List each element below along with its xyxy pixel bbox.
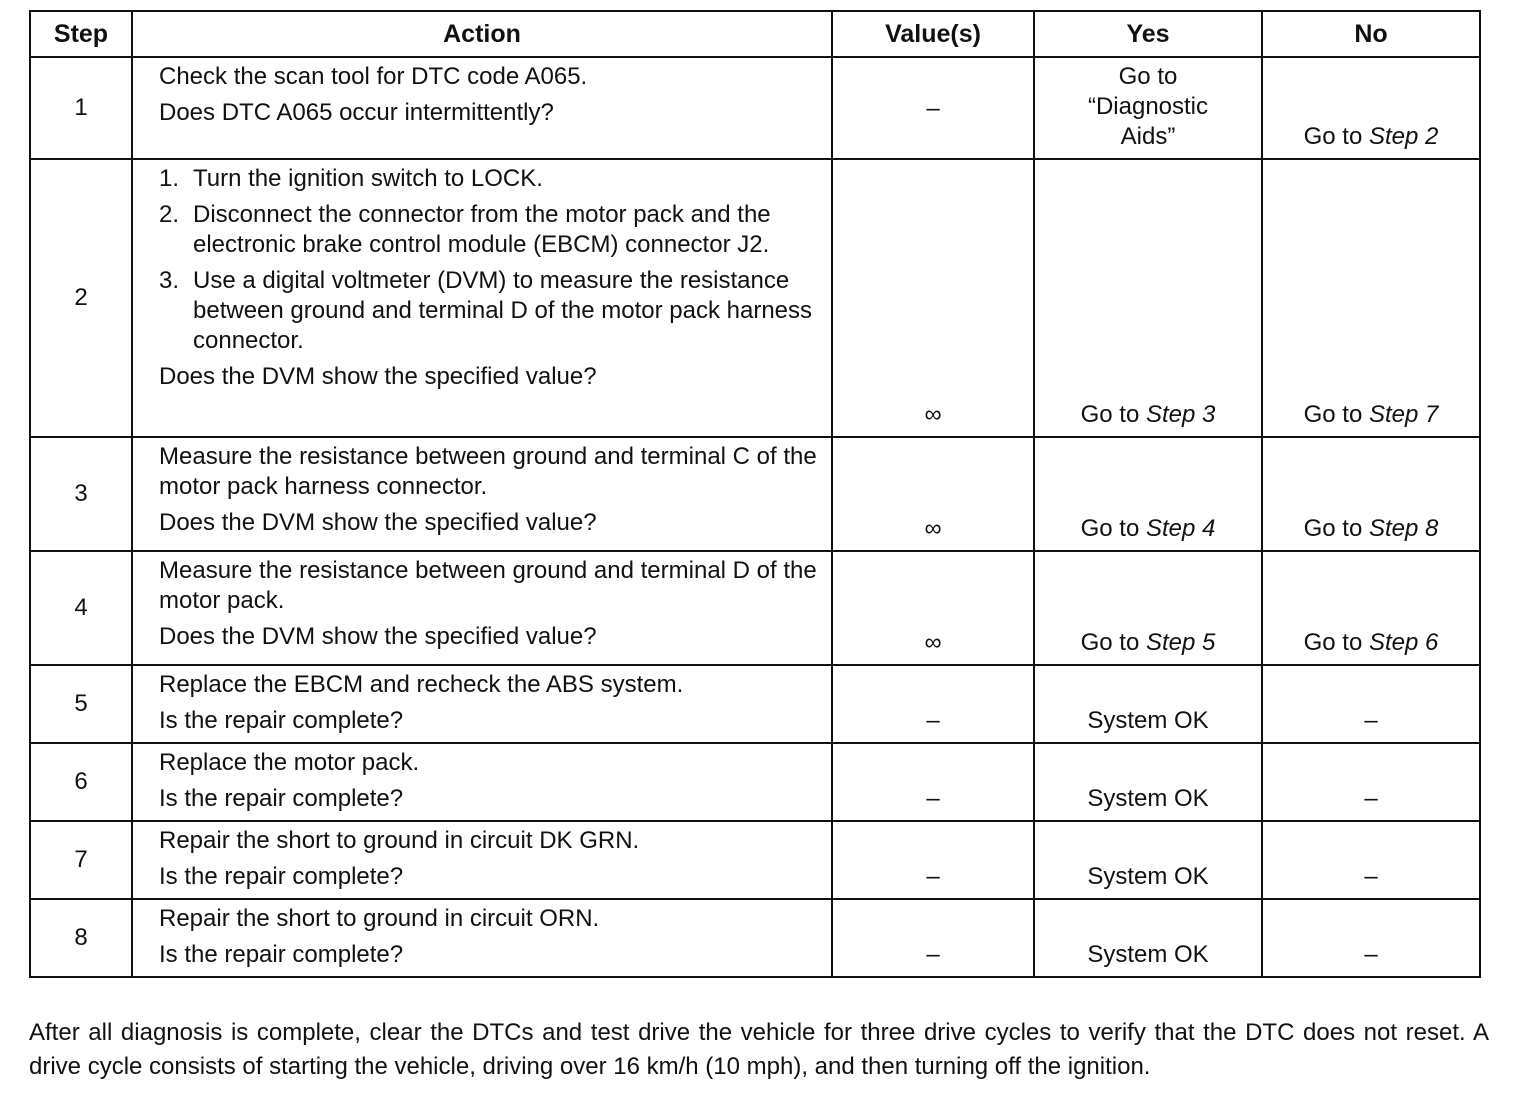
table-row: [30, 57, 1480, 159]
no-cell: [1262, 159, 1480, 437]
no-cell: –: [1262, 665, 1480, 743]
action-question: Does the DVM show the specified value?: [159, 509, 597, 536]
list-number: 1.: [159, 165, 180, 192]
table-row: [30, 551, 1480, 665]
action-text: Repair the short to ground in circuit ORN.: [159, 905, 600, 932]
step-number: 2: [30, 159, 132, 437]
step-number: 5: [30, 665, 132, 743]
action-question: Is the repair complete?: [159, 707, 404, 734]
yes-cell: System OK: [1034, 743, 1262, 821]
action-text: Measure the resistance between ground and terminal D of the motor pack.: [159, 557, 817, 614]
goto-prefix: Go to: [1080, 515, 1146, 542]
value-cell: ∞: [832, 159, 1034, 437]
yes-cell: [1034, 159, 1262, 437]
yes-cell: Go to “Diagnostic Aids”: [1034, 57, 1262, 159]
header-action: Action: [132, 11, 832, 57]
action-text: Check the scan tool for DTC code A065.: [159, 63, 588, 90]
step-link: Step 7: [1368, 401, 1439, 428]
action-question: Does the DVM show the specified value?: [159, 623, 597, 650]
table-row: [30, 899, 1480, 977]
value-cell: –: [832, 821, 1034, 899]
step-number: 6: [30, 743, 132, 821]
action-cell: [132, 821, 832, 899]
action-cell: [132, 159, 832, 437]
step-number: 8: [30, 899, 132, 977]
table-row: [30, 437, 1480, 551]
action-question: Is the repair complete?: [159, 863, 404, 890]
action-question: Does DTC A065 occur intermittently?: [159, 99, 554, 126]
no-cell: –: [1262, 743, 1480, 821]
yes-cell: System OK: [1034, 665, 1262, 743]
value-cell: –: [832, 665, 1034, 743]
value-cell: –: [832, 743, 1034, 821]
action-cell: [132, 551, 832, 665]
list-number: 2.: [159, 201, 180, 228]
goto-prefix: Go to: [1303, 515, 1369, 542]
yes-cell: System OK: [1034, 821, 1262, 899]
value-cell: –: [832, 899, 1034, 977]
header-yes: Yes: [1034, 11, 1262, 57]
header-values: Value(s): [832, 11, 1034, 57]
list-item: [159, 164, 823, 194]
goto-prefix: Go to: [1303, 401, 1369, 428]
action-text: Repair the short to ground in circuit DK GRN.: [159, 827, 640, 854]
step-number: 3: [30, 437, 132, 551]
step-link: Step 2: [1368, 123, 1439, 150]
no-cell: –: [1262, 821, 1480, 899]
action-cell: [132, 743, 832, 821]
list-text: Turn the ignition switch to LOCK.: [193, 165, 543, 192]
action-text: Measure the resistance between ground and terminal C of the motor pack harness connector.: [159, 443, 817, 500]
yes-cell: [1034, 437, 1262, 551]
no-cell: –: [1262, 899, 1480, 977]
yes-cell: System OK: [1034, 899, 1262, 977]
value-cell: –: [832, 57, 1034, 159]
footer-note: After all diagnosis is complete, clear the DTCs and test drive the vehicle for three drive cycles to verify that the DTC does not reset. A drive cycle consists of starting the vehicle, driving over 16 km/h (10 mph), and then turning off the ignition.: [29, 1019, 1489, 1080]
no-cell: [1262, 437, 1480, 551]
list-item: [159, 200, 823, 260]
step-link: Step 3: [1145, 401, 1216, 428]
table-header-row: [30, 11, 1480, 57]
action-text: Replace the EBCM and recheck the ABS system.: [159, 671, 684, 698]
step-link: Step 8: [1368, 515, 1439, 542]
action-question: Does the DVM show the specified value?: [159, 363, 597, 390]
no-cell: [1262, 551, 1480, 665]
step-link: Step 4: [1145, 515, 1216, 542]
diagnostic-table: [29, 10, 1481, 978]
list-number: 3.: [159, 267, 180, 294]
header-step: Step: [30, 11, 132, 57]
value-cell: ∞: [832, 551, 1034, 665]
step-number: 4: [30, 551, 132, 665]
list-text: Disconnect the connector from the motor pack and the electronic brake control module (EBCM) connector J2.: [193, 201, 771, 258]
list-item: [159, 266, 823, 356]
header-no: No: [1262, 11, 1480, 57]
value-cell: ∞: [832, 437, 1034, 551]
table-row: [30, 821, 1480, 899]
goto-prefix: Go to: [1303, 123, 1369, 150]
action-cell: [132, 899, 832, 977]
list-text: Use a digital voltmeter (DVM) to measure the resistance between ground and terminal D of the motor pack harness connector.: [193, 267, 813, 354]
step-number: 7: [30, 821, 132, 899]
step-link: Step 6: [1368, 629, 1439, 656]
goto-prefix: Go to: [1303, 629, 1369, 656]
table-row: [30, 665, 1480, 743]
goto-prefix: Go to: [1080, 401, 1146, 428]
table-row: [30, 159, 1480, 437]
action-text: Replace the motor pack.: [159, 749, 420, 776]
no-cell: [1262, 57, 1480, 159]
action-question: Is the repair complete?: [159, 785, 404, 812]
step-number: 1: [30, 57, 132, 159]
yes-cell: [1034, 551, 1262, 665]
action-cell: [132, 57, 832, 159]
action-cell: [132, 437, 832, 551]
step-link: Step 5: [1145, 629, 1216, 656]
table-row: [30, 743, 1480, 821]
action-question: Is the repair complete?: [159, 941, 404, 968]
goto-prefix: Go to: [1080, 629, 1146, 656]
action-cell: [132, 665, 832, 743]
